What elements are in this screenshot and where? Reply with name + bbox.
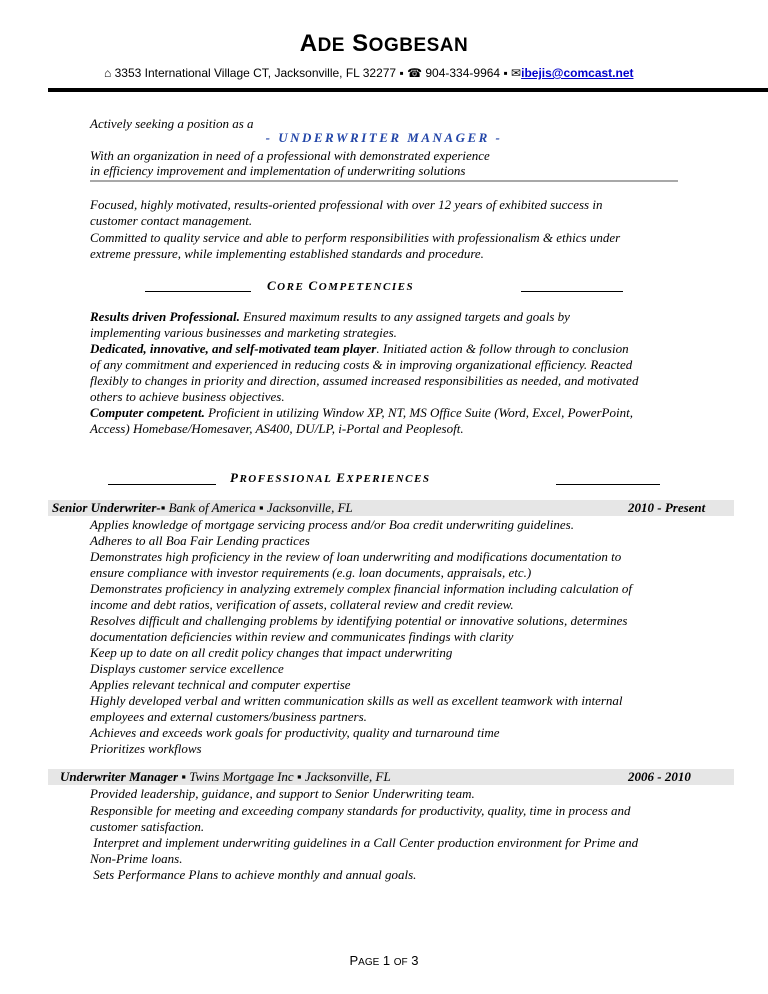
duty-line: Demonstrates high proficiency in the review of loan underwriting and modifications documentation to [90,549,622,564]
objective-line: Actively seeking a position as a [90,116,254,131]
objective-rule [90,180,678,182]
page-footer: PAGE 1 OF 3 [349,953,419,968]
duty-line: employees and external customers/business partners. [90,709,367,724]
duty-line: Adheres to all Boa Fair Lending practices [90,533,310,548]
duty-line: Prioritizes workflows [90,741,202,756]
phone-text: 904-334-9964 [425,66,501,80]
duty-line: Applies knowledge of mortgage servicing process and/or Boa credit underwriting guidelines. [90,517,574,532]
job-title-line: Senior Underwriter-▪ Bank of America ▪ Jacksonville, FL [52,500,353,515]
home-icon: ⌂ [104,66,112,80]
competency-item: Dedicated, innovative, and self-motivated team player. Initiated action & follow through to conclusion [90,341,629,356]
duty-line: Applies relevant technical and computer expertise [90,677,351,692]
summary-line: Committed to quality service and able to perform responsibilities with professionalism & ethics under [90,230,621,245]
objective-line: in efficiency improvement and implementation of underwriting solutions [90,163,466,178]
heading-underline-left [108,484,216,485]
competency-item: Computer competent. Proficient in utilizing Window XP, NT, MS Office Suite (Word, Excel, PowerPoint, [90,405,633,420]
duty-line: Non-Prime loans. [90,851,183,866]
objective-title: - UNDERWRITER MANAGER - [265,130,503,145]
email-link[interactable]: ibejis@comcast.net [521,66,634,80]
competency-line: Access) Homebase/Homesaver, AS400, DU/LP, i-Portal and Peoplesoft. [90,421,464,436]
heading-underline-right [521,291,623,292]
duty-line: Interpret and implement underwriting guidelines in a Call Center production environment for Prime and [90,835,639,850]
bullet-separator: ▪ [503,66,508,80]
phone-icon: ☎ [407,66,423,80]
heading-underline-left [145,291,251,292]
job-dates: 2006 - 2010 [628,769,691,784]
duty-line: Keep up to date on all credit policy changes that impact underwriting [90,645,453,660]
duty-line: Displays customer service excellence [90,661,284,676]
summary-line: customer contact management. [90,213,253,228]
summary-line: Focused, highly motivated, results-oriented professional with over 12 years of exhibited success in [90,197,603,212]
duty-line: Demonstrates proficiency in analyzing extremely complex financial information including calculation of [90,581,633,596]
competency-line: others to achieve business objectives. [90,389,285,404]
duty-line: Responsible for meeting and exceeding company standards for productivity, quality, time in process and [90,803,631,818]
competency-line: flexibly to changes in priority and direction, assumed increased responsibilities as needed, and motivated [90,373,639,388]
duty-line: documentation deficiencies within review and communicates findings with clarity [90,629,514,644]
duty-line: Resolves difficult and challenging problems by identifying potential or innovative solutions, determines [90,613,628,628]
duty-line: customer satisfaction. [90,819,205,834]
mail-icon: ✉ [511,66,522,80]
professional-experiences-heading: PROFESSIONAL EXPERIENCES [230,470,431,485]
duty-line: Achieves and exceeds work goals for productivity, quality and turnaround time [90,725,500,740]
duty-line: ensure compliance with investor requirements (e.g. loan documents, appraisals, etc.) [90,565,532,580]
job-dates: 2010 - Present [628,500,706,515]
objective-line: With an organization in need of a professional with demonstrated experience [90,148,490,163]
header-rule [48,88,768,92]
duty-line: income and debt ratios, verification of assets, collateral review and credit review. [90,597,514,612]
duty-line: Sets Performance Plans to achieve monthly and annual goals. [90,867,417,882]
core-competencies-heading: CORE COMPETENCIES [267,278,415,293]
contact-line [104,66,634,80]
resume-name: ADE SOGBESAN [299,30,469,57]
heading-underline-right [556,484,660,485]
duty-line: Provided leadership, guidance, and support to Senior Underwriting team. [90,786,475,801]
competency-line: implementing various businesses and marketing strategies. [90,325,397,340]
bullet-separator: ▪ [399,66,404,80]
competency-item: Results driven Professional. Ensured maximum results to any assigned targets and goals by [90,309,570,324]
summary-line: extreme pressure, while implementing established standards and procedure. [90,246,484,261]
job-title-line: Underwriter Manager ▪ Twins Mortgage Inc ▪ Jacksonville, FL [60,769,391,784]
duty-line: Highly developed verbal and written communication skills as well as excellent teamwork with internal [90,693,623,708]
competency-line: of any commitment and experienced in reducing costs & in improving organizational efficiency. Reacted [90,357,633,372]
address-text: 3353 International Village CT, Jacksonville, FL 32277 [114,66,397,80]
